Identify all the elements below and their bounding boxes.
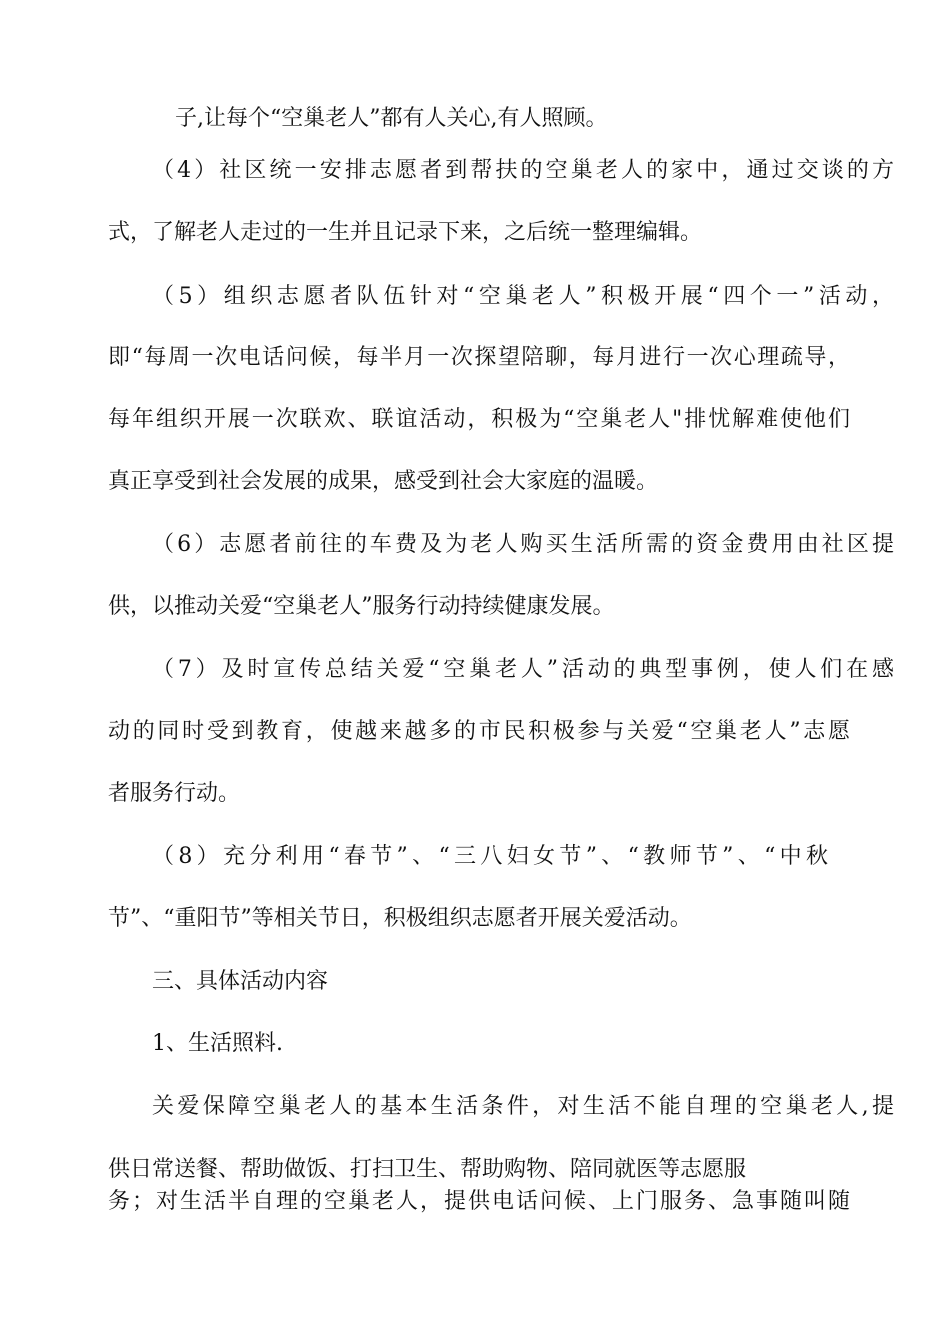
paragraph-care-line-2: 供日常送餐、帮助做饭、打扫卫生、帮助购物、陪同就医等志愿服 <box>108 1157 747 1182</box>
paragraph-item-4-line-1: （4）社区统一安排志愿者到帮扶的空巢老人的家中，通过交谈的方 <box>152 158 894 183</box>
paragraph-item-5-line-2: 即“每周一次电话问候，每半月一次探望陪聊，每月进行一次心理疏导， <box>108 345 850 370</box>
paragraph-item-5-line-1: （5）组织志愿者队伍针对“空巢老人”积极开展“四个一”活动， <box>152 284 894 309</box>
paragraph-item-5-line-3: 每年组织开展一次联欢、联谊活动，积极为“空巢老人"排忧解难使他们 <box>108 407 850 432</box>
paragraph-item-8-line-2: 节”、“重阳节”等相关节日，积极组织志愿者开展关爱活动。 <box>108 906 692 931</box>
paragraph-item-7-line-2: 动的同时受到教育，使越来越多的市民积极参与关爱“空巢老人”志愿 <box>108 719 850 744</box>
section-heading: 三、具体活动内容 <box>152 969 329 994</box>
paragraph-continuation-line: 子,让每个“空巢老人”都有人关心,有人照顾。 <box>175 106 608 131</box>
paragraph-item-6-line-2: 供，以推动关爱“空巢老人”服务行动持续健康发展。 <box>108 594 615 619</box>
paragraph-item-7-line-1: （7）及时宣传总结关爱“空巢老人”活动的典型事例，使人们在感 <box>152 657 894 682</box>
paragraph-item-7-line-3: 者服务行动。 <box>108 781 241 806</box>
paragraph-item-8-line-1: （8）充分利用“春节”、“三八妇女节”、“教师节”、“中秋 <box>152 844 828 869</box>
paragraph-item-5-line-4: 真正享受到社会发展的成果，感受到社会大家庭的温暖。 <box>108 469 659 494</box>
subsection-heading: 1、生活照料. <box>152 1031 283 1056</box>
paragraph-care-line-3: 务；对生活半自理的空巢老人，提供电话问候、上门服务、急事随叫随 <box>108 1189 850 1214</box>
paragraph-care-line-1: 关爱保障空巢老人的基本生活条件，对生活不能自理的空巢老人,提 <box>152 1094 894 1119</box>
paragraph-item-4-line-2: 式，了解老人走过的一生并且记录下来，之后统一整理编辑。 <box>108 220 703 245</box>
paragraph-item-6-line-1: （6）志愿者前往的车费及为老人购买生活所需的资金费用由社区提 <box>152 532 894 557</box>
